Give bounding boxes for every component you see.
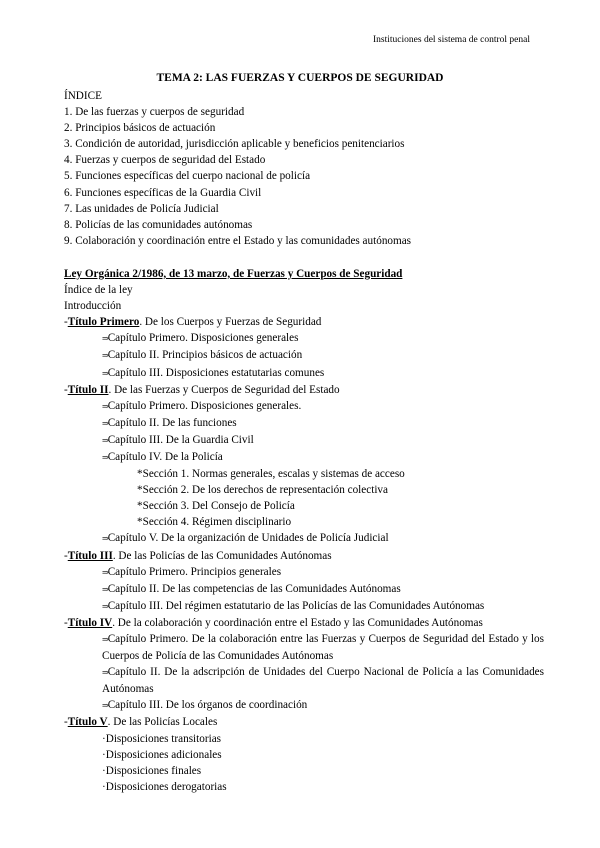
- titulo-3-heading: -Título III. De las Policías de las Comunidades Autónomas: [64, 549, 332, 562]
- index-heading: ÍNDICE: [64, 90, 102, 102]
- index-item: 1. De las fuerzas y cuerpos de seguridad: [64, 106, 245, 119]
- seccion-1: *Sección 1. Normas generales, escalas y sistemas de acceso: [137, 468, 405, 481]
- law-title: Ley Orgánica 2/1986, de 13 marzo, de Fuerzas y Cuerpos de Seguridad: [64, 267, 403, 280]
- titulo-1-cap-2: ⇒Capítulo II. Principios básicos de actuación: [102, 349, 303, 362]
- titulo-4-cap-2: ⇒Capítulo II. De la adscripción de Unidades del Cuerpo Nacional de Policía a las Comunidades Autónomas: [102, 666, 544, 696]
- titulo-5-heading: -Título V. De las Policías Locales: [64, 716, 218, 729]
- titulo-3-cap-1: ⇒Capítulo Primero. Principios generales: [102, 565, 282, 578]
- arrow-icon: ⇒: [102, 351, 108, 361]
- index-list: [64, 104, 544, 249]
- index-item: 8. Policías de las comunidades autónomas: [64, 218, 253, 231]
- titulo-1-heading: -Título Primero. De los Cuerpos y Fuerzas de Seguridad: [64, 316, 322, 329]
- titulo-2-cap-2: ⇒Capítulo II. De las funciones: [102, 416, 237, 429]
- arrow-icon: ⇒: [102, 701, 108, 711]
- arrow-icon: ⇒: [102, 668, 108, 678]
- running-header: Instituciones del sistema de control penal: [373, 35, 530, 45]
- arrow-icon: ⇒: [102, 601, 108, 611]
- arrow-icon: ⇒: [102, 401, 108, 411]
- bullet-dot-icon: ·: [102, 732, 106, 745]
- arrow-icon: ⇒: [102, 368, 108, 378]
- titulo-3-label: Título III: [67, 549, 113, 562]
- arrow-icon: ⇒: [102, 567, 108, 577]
- bullet-dot-icon: ·: [102, 764, 106, 777]
- index-item: 3. Condición de autoridad, jurisdicción aplicable y beneficios penitenciarios: [64, 138, 405, 151]
- titulo-5-label: Título V: [67, 716, 108, 729]
- arrow-icon: ⇒: [102, 452, 108, 462]
- titulo-4-cap-1: ⇒Capítulo Primero. De la colaboración entre las Fuerzas y Cuerpos de Seguridad del Estado y los Cuerpos de Policía de las Comunidades Autónomas: [102, 633, 544, 663]
- arrow-icon: ⇒: [102, 435, 108, 445]
- titulo-3-cap-2: ⇒Capítulo II. De las competencias de las Comunidades Autónomas: [102, 582, 401, 595]
- arrow-icon: ⇒: [102, 584, 108, 594]
- titulo-2-cap-4: ⇒Capítulo IV. De la Policía: [102, 450, 223, 463]
- titulo-2-cap-1: ⇒Capítulo Primero. Disposiciones generales.: [102, 399, 302, 412]
- law-intro-item: Introducción: [64, 300, 122, 313]
- titulo-4-label: Título IV: [67, 616, 113, 629]
- arrow-icon: ⇒: [102, 635, 108, 644]
- disposiciones-adicionales: ·Disposiciones adicionales: [102, 748, 222, 761]
- titulo-1-cap-3: ⇒Capítulo III. Disposiciones estatutarias comunes: [102, 366, 325, 379]
- titulo-3-cap-3: ⇒Capítulo III. Del régimen estatutario de las Policías de las Comunidades Autónomas: [102, 599, 485, 612]
- index-item: 4. Fuerzas y cuerpos de seguridad del Estado: [64, 154, 266, 167]
- titulo-4-heading: -Título IV. De la colaboración y coordinación entre el Estado y las Comunidades Autónomas: [64, 616, 483, 629]
- titulo-1-label: Título Primero: [67, 316, 140, 329]
- seccion-4: *Sección 4. Régimen disciplinario: [137, 516, 292, 529]
- index-item: 9. Colaboración y coordinación entre el Estado y las comunidades autónomas: [64, 234, 412, 247]
- titulo-2-heading: -Título II. De las Fuerzas y Cuerpos de Seguridad del Estado: [64, 383, 340, 396]
- bullet-dot-icon: ·: [102, 780, 106, 793]
- seccion-2: *Sección 2. De los derechos de representación colectiva: [137, 484, 388, 497]
- index-item: 6. Funciones específicas de la Guardia Civil: [64, 186, 262, 199]
- disposiciones-transitorias: ·Disposiciones transitorias: [102, 732, 222, 745]
- index-item: 7. Las unidades de Policía Judicial: [64, 202, 219, 215]
- law-index-item: Índice de la ley: [64, 284, 133, 297]
- titulo-2-cap-3: ⇒Capítulo III. De la Guardia Civil: [102, 433, 254, 446]
- index-item: 2. Principios básicos de actuación: [64, 122, 216, 135]
- seccion-3: *Sección 3. Del Consejo de Policía: [137, 500, 295, 513]
- disposiciones-finales: ·Disposiciones finales: [102, 764, 202, 777]
- index-item: 5. Funciones específicas del cuerpo nacional de policía: [64, 170, 311, 183]
- titulo-2-cap-5: ⇒Capítulo V. De la organización de Unidades de Policía Judicial: [102, 532, 389, 545]
- titulo-4-cap-3: ⇒Capítulo III. De los órganos de coordinación: [102, 699, 308, 712]
- disposiciones-derogatorias: ·Disposiciones derogatorias: [102, 780, 227, 793]
- arrow-icon: ⇒: [102, 418, 108, 428]
- arrow-icon: ⇒: [102, 534, 108, 544]
- arrow-icon: ⇒: [102, 334, 108, 344]
- titulo-2-label: Título II: [67, 383, 109, 396]
- page-title: TEMA 2: LAS FUERZAS Y CUERPOS DE SEGURIDAD: [156, 72, 444, 84]
- bullet-dot-icon: ·: [102, 748, 106, 761]
- document-body: [64, 88, 544, 795]
- spacer: [64, 249, 544, 266]
- titulo-1-cap-1: ⇒Capítulo Primero. Disposiciones generales: [102, 332, 299, 345]
